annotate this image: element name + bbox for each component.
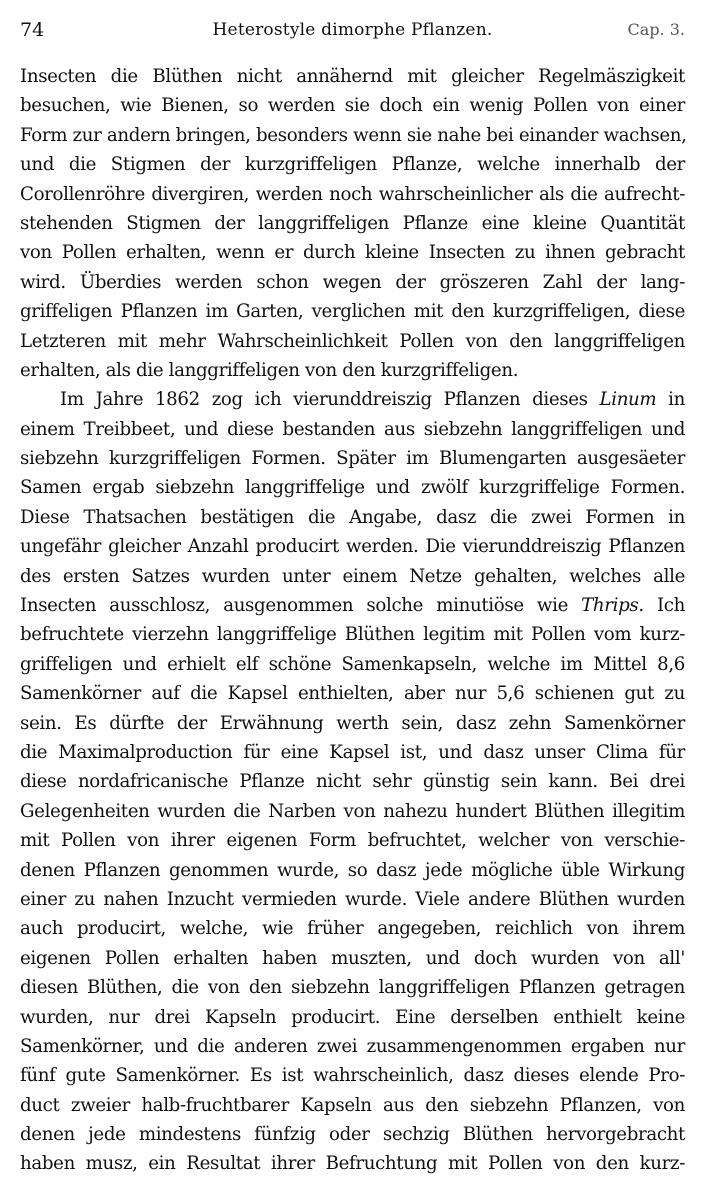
text-line: griffeligen und erhielt elf schöne Samenkapseln, welche im Mittel 8,6 — [20, 653, 685, 675]
text-line: Form zur andern bringen, besonders wenn sie nahe bei einander wachsen, — [20, 124, 687, 146]
book-page — [20, 10, 687, 1175]
body-text — [20, 62, 685, 1179]
text-line: diese nordafricanische Pflanze nicht sehr günstig sein kann. Bei drei — [20, 771, 685, 793]
text-line: wird. Überdies werden schon wegen der gröszeren Zahl der lang- — [20, 271, 685, 293]
text-line: diesen Blüthen, die von den siebzehn langgriffeligen Pflanzen getragen — [20, 977, 685, 999]
text-line: denen Pflanzen genommen wurde, so dasz jede mögliche üble Wirkung — [20, 859, 685, 881]
text-line: stehenden Stigmen der langgriffeligen Pflanze eine kleine Quantität — [20, 212, 685, 234]
text-line: die Maximalproduction für eine Kapsel ist, und dasz unser Clima für — [20, 741, 685, 763]
text-line: und die Stigmen der kurzgriffeligen Pflanze, welche innerhalb der — [20, 154, 685, 176]
chapter-label: Cap. 3. — [627, 20, 685, 39]
text-line: Corollenröhre divergiren, werden noch wahrscheinlicher als die aufrecht- — [20, 183, 685, 205]
text-line: des ersten Satzes wurden unter einem Netze gehalten, welches alle — [20, 565, 685, 587]
text-line: von Pollen erhalten, wenn er durch kleine Insecten zu ihnen gebracht — [20, 242, 685, 264]
paragraph-first-line — [20, 385, 685, 414]
text-line: einer zu nahen Inzucht vermieden wurde. Viele andere Blüthen wurden — [20, 888, 685, 910]
text-line: Letzteren mit mehr Wahrscheinlichkeit Pollen von den langgriffeligen — [20, 330, 685, 352]
text-line: auch producirt, welche, wie früher angegeben, reichlich von ihrem — [20, 918, 685, 940]
text-line: duct zweier halb-fruchtbarer Kapseln aus den siebzehn Pflanzen, von — [20, 1094, 685, 1116]
text-line: sein. Es dürfte der Erwähnung werth sein, dasz zehn Samenkörner — [20, 712, 685, 734]
text-line: Samenkörner auf die Kapsel enthielten, aber nur 5,6 schienen gut zu — [20, 683, 685, 705]
text-line: Samen ergab siebzehn langgriffelige und zwölf kurzgriffelige Formen. — [20, 477, 685, 499]
text-segment: in — [656, 389, 685, 411]
paragraph-last-line: erhalten, als die langgriffeligen von den kurzgriffeligen. — [20, 359, 519, 381]
text-line: siebzehn kurzgriffeligen Formen. Später im Blumengarten ausgesäeter — [20, 448, 685, 470]
text-line: eigenen Pollen erhalten haben muszten, und doch wurden von all' — [20, 947, 685, 969]
text-segment: Ich — [643, 595, 685, 617]
text-line: haben musz, ein Resultat ihrer Befruchtung mit Pollen von den kurz- — [20, 1153, 685, 1175]
text-line: Diese Thatsachen bestätigen die Angabe, dasz die zwei Formen in — [20, 506, 685, 528]
text-line: Gelegenheiten wurden die Narben von nahezu hundert Blüthen illegitim — [20, 800, 685, 822]
text-line: Samenkörner, und die anderen zwei zusammengenommen ergaben nur — [20, 1035, 685, 1057]
running-title: Heterostyle dimorphe Pflanzen. — [212, 20, 493, 40]
italic-term-thrips: Thrips. — [581, 595, 644, 617]
text-segment: Im Jahre 1862 zog ich vierunddreiszig Pflanzen dieses — [60, 389, 588, 411]
text-line — [20, 591, 685, 620]
text-line: griffeligen Pflanzen im Garten, verglichen mit den kurzgriffeligen, diese — [20, 301, 685, 323]
running-header — [20, 10, 685, 50]
text-line: einem Treibbeet, und diese bestanden aus siebzehn langgriffeligen und — [20, 418, 685, 440]
text-line: ungefähr gleicher Anzahl producirt werden. Die vierunddreiszig Pflanzen — [20, 536, 685, 558]
text-line: fünf gute Samenkörner. Es ist wahrscheinlich, dasz dieses elende Pro- — [20, 1065, 685, 1087]
text-segment: Insecten ausschlosz, ausgenommen solche minutiöse wie — [20, 595, 568, 617]
page-number: 74 — [20, 19, 45, 41]
text-line: Insecten die Blüthen nicht annähernd mit gleicher Regelmäszigkeit — [20, 66, 685, 87]
text-line: besuchen, wie Bienen, so werden sie doch ein wenig Pollen von einer — [20, 95, 685, 117]
text-line: befruchtete vierzehn langgriffelige Blüthen legitim mit Pollen vom kurz- — [20, 624, 685, 646]
text-line: denen jede mindestens fünfzig oder sechzig Blüthen hervorgebracht — [20, 1124, 685, 1146]
italic-term-linum: Linum — [599, 389, 657, 411]
text-line: mit Pollen von ihrer eigenen Form befruchtet, welcher von verschie- — [20, 830, 685, 852]
text-line: wurden, nur drei Kapseln producirt. Eine derselben enthielt keine — [20, 1006, 685, 1028]
